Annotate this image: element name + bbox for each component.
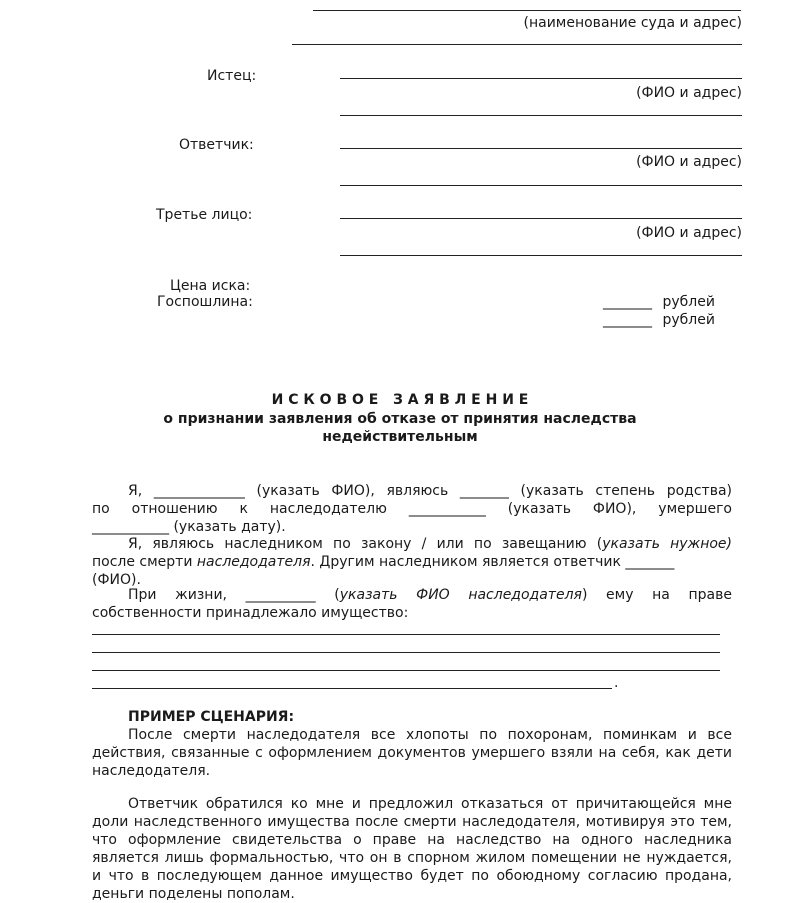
example-paragraph-2-line-1: Ответчик обратился ко мне и предложил отказаться от причитающейся мне xyxy=(128,796,732,812)
paragraph-heirs-line-2-a: после смерти xyxy=(92,554,197,570)
example-heading: ПРИМЕР СЦЕНАРИЯ: xyxy=(128,709,295,725)
state-duty-value[interactable] xyxy=(603,311,715,329)
claim-price-currency: рублей xyxy=(662,294,715,310)
example-paragraph-1 xyxy=(92,726,732,780)
third-party-line-2[interactable] xyxy=(340,255,742,256)
plaintiff-line-1[interactable] xyxy=(340,78,742,79)
property-line-4[interactable] xyxy=(92,688,612,689)
paragraph-heirs-line-2 xyxy=(92,553,732,571)
plaintiff-label: Истец: xyxy=(207,68,257,84)
paragraph-heirs xyxy=(92,535,732,589)
plaintiff-fio-hint: (ФИО и адрес) xyxy=(636,85,742,101)
example-paragraph-1-line-3: наследодателя. xyxy=(92,763,211,779)
paragraph-heirs-line-1-hint: указать нужное) xyxy=(602,536,732,552)
plaintiff-line-2[interactable] xyxy=(340,115,742,116)
document-title: И С К О В О Е З А Я В Л Е Н И Е xyxy=(271,392,529,408)
claim-price-label: Цена иска: xyxy=(170,278,251,294)
paragraph-heirs-line-3: (ФИО). xyxy=(92,572,141,588)
paragraph-property-line-1 xyxy=(92,586,732,604)
paragraph-heirs-line-1-text: Я, являюсь наследником по закону / или по завещанию ( xyxy=(128,536,603,552)
property-line-1[interactable] xyxy=(92,634,720,635)
property-line-2[interactable] xyxy=(92,652,720,653)
state-duty-currency: рублей xyxy=(662,312,715,328)
document-subtitle-line-2: недействительным xyxy=(322,429,478,445)
third-party-label: Третье лицо: xyxy=(156,207,253,223)
paragraph-kinship-line-1: Я, _____________ (указать ФИО), являюсь _______ (указать степень родства) xyxy=(128,483,732,499)
paragraph-property-line-1-c: ) ему на праве xyxy=(581,587,732,603)
paragraph-property-line-2: собственности принадлежало имущество: xyxy=(92,605,409,621)
paragraph-kinship xyxy=(92,482,732,536)
example-paragraph-1-line-2: действия, связанные с оформлением документов умершего взяли на себя, как дети xyxy=(92,745,732,761)
paragraph-heirs-line-2-c: . Другим наследником является ответчик _______ xyxy=(310,554,675,570)
document-subtitle-line-1: о признании заявления об отказе от принятия наследства xyxy=(163,411,637,427)
example-paragraph-2-line-4: является лишь формальностью, что он в спорном жилом помещении не нуждается, xyxy=(92,850,732,866)
example-paragraph-2 xyxy=(92,795,732,903)
paragraph-property-line-1-a: При жизни, __________ ( xyxy=(128,587,340,603)
claim-price-blank: _______ xyxy=(603,294,652,310)
claim-price-value[interactable] xyxy=(603,293,715,311)
paragraph-property-line-1-hint: указать ФИО наследодателя xyxy=(339,587,582,603)
third-party-line-1[interactable] xyxy=(340,218,742,219)
state-duty-blank: _______ xyxy=(603,312,652,328)
example-paragraph-2-line-3: что оформление свидетельства о праве на наследство на одного наследника xyxy=(92,832,732,848)
defendant-label: Ответчик: xyxy=(179,137,254,153)
defendant-line-2[interactable] xyxy=(340,185,742,186)
defendant-line-1[interactable] xyxy=(340,148,742,149)
example-paragraph-2-line-6: деньги поделены пополам. xyxy=(92,886,295,902)
paragraph-kinship-line-2: по отношению к наследодателю ___________ (указать ФИО), умершего xyxy=(92,501,732,517)
paragraph-kinship-line-3: ___________ (указать дату). xyxy=(92,519,286,535)
example-paragraph-1-line-1: После смерти наследодателя все хлопоты по похоронам, поминкам и все xyxy=(128,727,732,743)
defendant-fio-hint: (ФИО и адрес) xyxy=(636,154,742,170)
property-line-3[interactable] xyxy=(92,670,720,671)
state-duty-label: Госпошлина: xyxy=(157,294,253,310)
third-party-fio-hint: (ФИО и адрес) xyxy=(636,225,742,241)
paragraph-heirs-line-2-b: наследодателя xyxy=(196,554,311,570)
example-paragraph-2-line-5: и что в последующем данное имущество будет по обоюдному согласию продана, xyxy=(92,868,732,884)
court-line-2[interactable] xyxy=(292,44,742,45)
example-paragraph-2-line-2: доли наследственного имущества после смерти наследодателя, мотивируя это тем, xyxy=(92,814,732,830)
court-line-1[interactable] xyxy=(313,10,741,11)
property-list-end: . xyxy=(614,675,619,691)
paragraph-heirs-line-1 xyxy=(92,535,732,553)
court-hint: (наименование суда и адрес) xyxy=(523,15,742,31)
paragraph-property xyxy=(92,586,732,622)
